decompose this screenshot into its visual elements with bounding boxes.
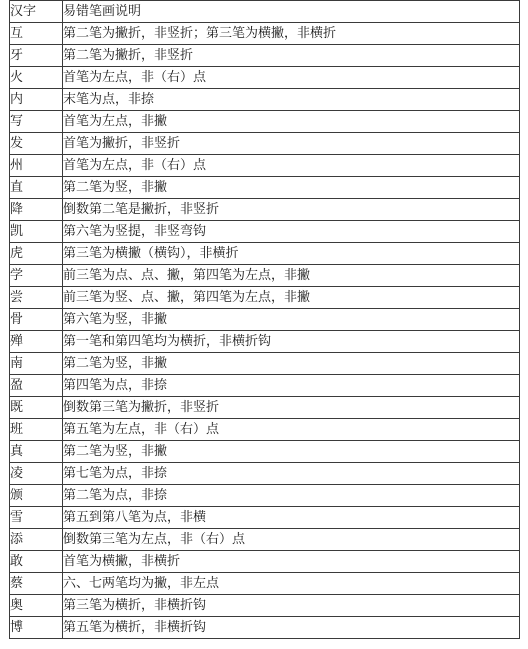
character-cell: 殚: [10, 331, 63, 353]
character-cell: 班: [10, 419, 63, 441]
table-row: [10, 111, 520, 133]
description-cell: 第二笔为竖，非撇: [63, 353, 520, 375]
character-cell: 博: [10, 617, 63, 639]
table-row: [10, 199, 520, 221]
character-cell: 内: [10, 89, 63, 111]
table-row: [10, 353, 520, 375]
table-row: [10, 573, 520, 595]
header-description: 易错笔画说明: [63, 1, 520, 23]
character-cell: 互: [10, 23, 63, 45]
character-cell: 雪: [10, 507, 63, 529]
table-row: [10, 89, 520, 111]
description-cell: 第五到第八笔为点，非横: [63, 507, 520, 529]
table-header: [10, 1, 520, 23]
description-cell: 倒数第二笔是撇折，非竖折: [63, 199, 520, 221]
description-cell: 第五笔为横折，非横折钩: [63, 617, 520, 639]
header-row: [10, 1, 520, 23]
description-cell: 前三笔为竖、点、撇，第四笔为左点，非撇: [63, 287, 520, 309]
description-cell: 第二笔为竖，非撇: [63, 441, 520, 463]
table-row: [10, 529, 520, 551]
character-cell: 火: [10, 67, 63, 89]
description-cell: 第二笔为竖，非撇: [63, 177, 520, 199]
header-character: 汉字: [10, 1, 63, 23]
character-cell: 敢: [10, 551, 63, 573]
character-cell: 州: [10, 155, 63, 177]
table-row: [10, 331, 520, 353]
description-cell: 首笔为左点，非（右）点: [63, 155, 520, 177]
character-cell: 盈: [10, 375, 63, 397]
table-row: [10, 419, 520, 441]
character-cell: 真: [10, 441, 63, 463]
table-row: [10, 617, 520, 639]
description-cell: 首笔为撇折，非竖折: [63, 133, 520, 155]
table-row: [10, 265, 520, 287]
table-row: [10, 177, 520, 199]
description-cell: 倒数第三笔为左点，非（右）点: [63, 529, 520, 551]
description-cell: 首笔为左点，非（右）点: [63, 67, 520, 89]
character-cell: 颁: [10, 485, 63, 507]
character-cell: 牙: [10, 45, 63, 67]
description-cell: 首笔为左点，非撇: [63, 111, 520, 133]
table-row: [10, 287, 520, 309]
description-cell: 六、七两笔均为撇，非左点: [63, 573, 520, 595]
table-row: [10, 485, 520, 507]
character-cell: 凯: [10, 221, 63, 243]
character-cell: 降: [10, 199, 63, 221]
description-cell: 第六笔为竖，非撇: [63, 309, 520, 331]
description-cell: 第二笔为点，非捺: [63, 485, 520, 507]
description-cell: 末笔为点，非捺: [63, 89, 520, 111]
description-cell: 第七笔为点，非捺: [63, 463, 520, 485]
character-cell: 奥: [10, 595, 63, 617]
character-cell: 添: [10, 529, 63, 551]
stroke-table: [9, 0, 520, 639]
table-row: [10, 155, 520, 177]
character-cell: 尝: [10, 287, 63, 309]
table-row: [10, 243, 520, 265]
description-cell: 前三笔为点、点、撇，第四笔为左点，非撇: [63, 265, 520, 287]
character-cell: 蔡: [10, 573, 63, 595]
character-cell: 写: [10, 111, 63, 133]
character-cell: 直: [10, 177, 63, 199]
table-row: [10, 133, 520, 155]
table-row: [10, 309, 520, 331]
table-body: [10, 23, 520, 639]
table-row: [10, 441, 520, 463]
description-cell: 第三笔为横折，非横折钩: [63, 595, 520, 617]
character-cell: 凌: [10, 463, 63, 485]
description-cell: 第一笔和第四笔均为横折，非横折钩: [63, 331, 520, 353]
character-cell: 既: [10, 397, 63, 419]
table-row: [10, 23, 520, 45]
table-row: [10, 397, 520, 419]
description-cell: 首笔为横撇，非横折: [63, 551, 520, 573]
character-cell: 发: [10, 133, 63, 155]
description-cell: 第二笔为撇折，非竖折: [63, 45, 520, 67]
table-row: [10, 595, 520, 617]
description-cell: 第四笔为点，非捺: [63, 375, 520, 397]
table-row: [10, 375, 520, 397]
character-cell: 虎: [10, 243, 63, 265]
character-cell: 南: [10, 353, 63, 375]
character-cell: 学: [10, 265, 63, 287]
description-cell: 第二笔为撇折，非竖折；第三笔为横撇，非横折: [63, 23, 520, 45]
description-cell: 倒数第三笔为撇折，非竖折: [63, 397, 520, 419]
table-row: [10, 67, 520, 89]
table-row: [10, 221, 520, 243]
description-cell: 第三笔为横撇（横钩），非横折: [63, 243, 520, 265]
character-cell: 骨: [10, 309, 63, 331]
description-cell: 第五笔为左点，非（右）点: [63, 419, 520, 441]
table-row: [10, 463, 520, 485]
document-page: [9, 0, 519, 639]
table-row: [10, 551, 520, 573]
table-row: [10, 507, 520, 529]
description-cell: 第六笔为竖提，非竖弯钩: [63, 221, 520, 243]
table-row: [10, 45, 520, 67]
